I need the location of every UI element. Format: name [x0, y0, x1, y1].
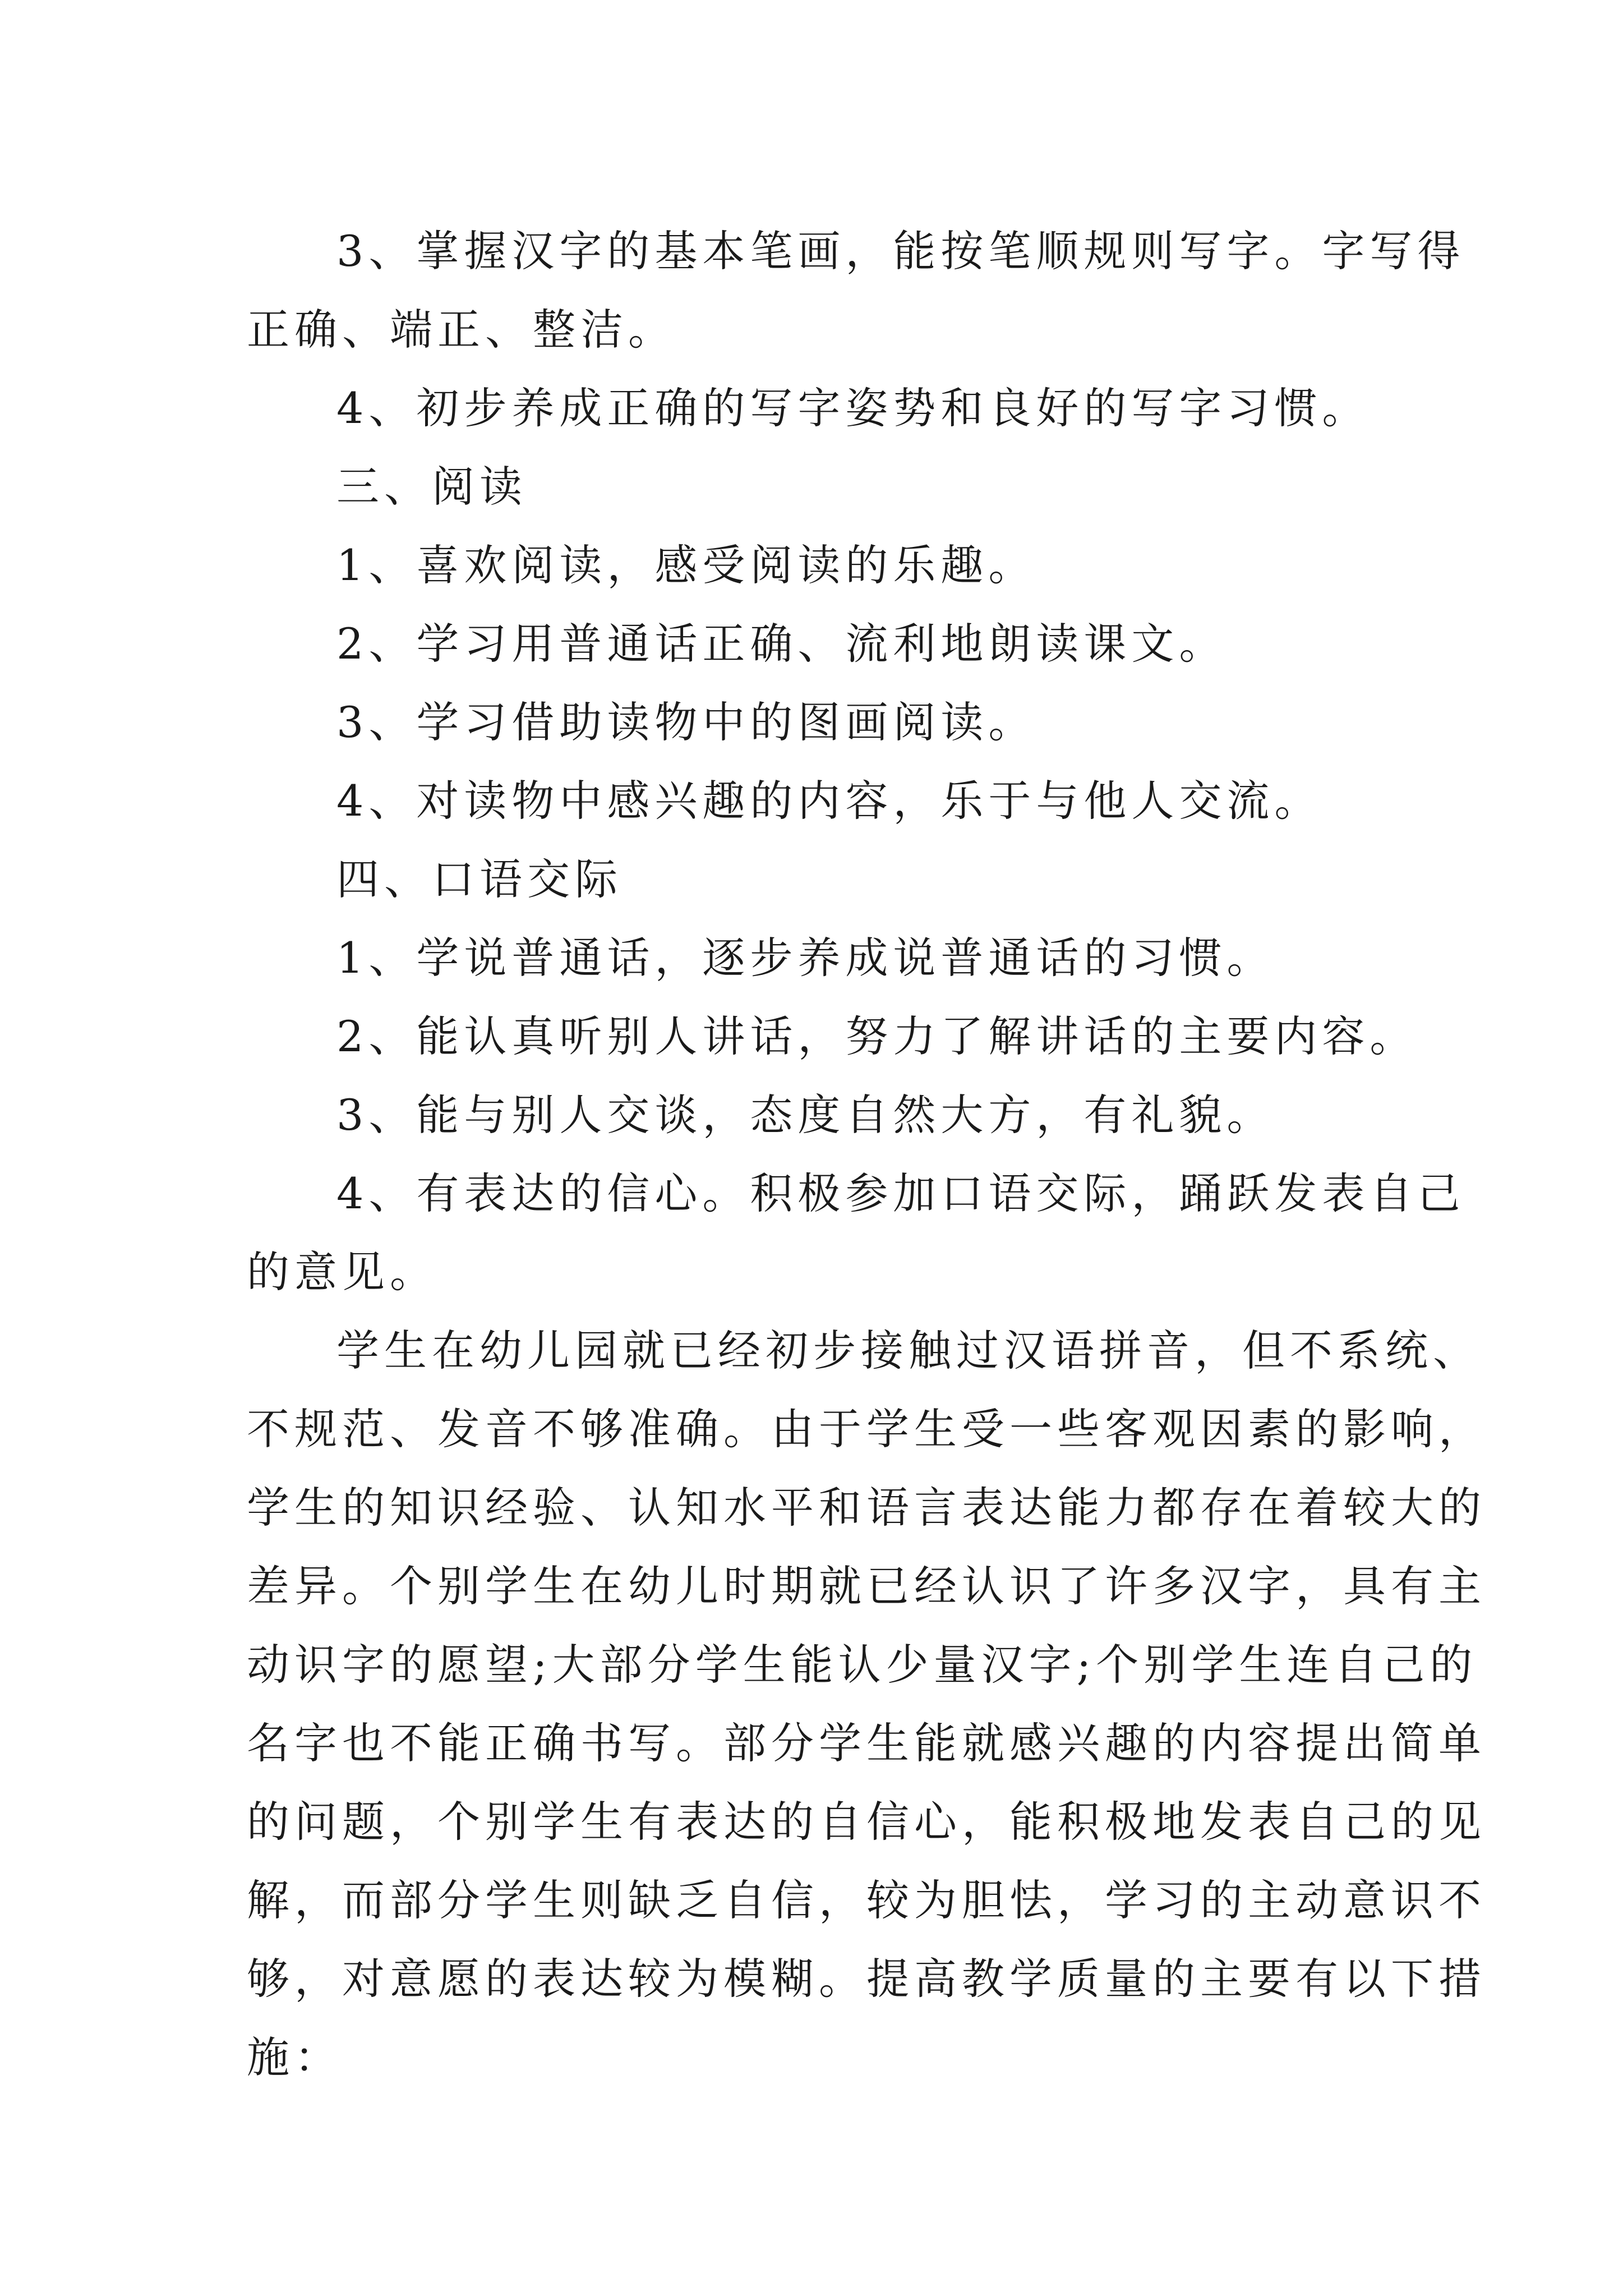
paragraph-line: 不规范、发音不够准确。由于学生受一些客观因素的影响，: [247, 1404, 1486, 1454]
paragraph-line: 施：: [247, 2032, 342, 2082]
text-line: 3、能与别人交谈，态度自然大方，有礼貌。: [336, 1090, 1275, 1140]
text-line: 3、掌握汉字的基本笔画，能按笔顺规则写字。字写得: [336, 226, 1465, 276]
text-line: 1、学说普通话，逐步养成说普通话的习惯。: [336, 933, 1275, 983]
text-line: 4、对读物中感兴趣的内容，乐于与他人交流。: [336, 776, 1322, 826]
section-heading-oral-communication: 四、口语交际: [336, 854, 623, 904]
text-line: 3、学习借助读物中的图画阅读。: [336, 697, 1036, 747]
paragraph-line: 够，对意愿的表达较为模糊。提高教学质量的主要有以下措: [247, 1954, 1486, 2004]
text-line: 2、能认真听别人讲话，努力了解讲话的主要内容。: [336, 1011, 1418, 1061]
text-line: 4、有表达的信心。积极参加口语交际，踊跃发表自己: [336, 1168, 1465, 1218]
text-line: 正确、端正、整洁。: [247, 305, 676, 355]
text-line: 1、喜欢阅读，感受阅读的乐趣。: [336, 540, 1036, 590]
section-heading-reading: 三、阅读: [336, 462, 527, 512]
text-line: 4、初步养成正确的写字姿势和良好的写字习惯。: [336, 383, 1370, 433]
paragraph-line: 学生在幼儿园就已经初步接触过汉语拼音，但不系统、: [336, 1326, 1481, 1375]
paragraph-line: 名字也不能正确书写。部分学生能就感兴趣的内容提出简单: [247, 1718, 1486, 1768]
text-line: 的意见。: [247, 1247, 437, 1297]
text-line: 2、学习用普通话正确、流利地朗读课文。: [336, 619, 1227, 669]
paragraph-line: 动识字的愿望;大部分学生能认少量汉字;个别学生连自己的: [247, 1640, 1478, 1690]
paragraph-line: 的问题，个别学生有表达的自信心，能积极地发表自己的见: [247, 1797, 1486, 1847]
paragraph-line: 差异。个别学生在幼儿时期就已经认识了许多汉字，具有主: [247, 1561, 1486, 1611]
paragraph-line: 解，而部分学生则缺乏自信，较为胆怯，学习的主动意识不: [247, 1875, 1486, 1925]
document-body: [247, 212, 1486, 2097]
paragraph-line: 学生的知识经验、认知水平和语言表达能力都存在着较大的: [247, 1483, 1486, 1533]
